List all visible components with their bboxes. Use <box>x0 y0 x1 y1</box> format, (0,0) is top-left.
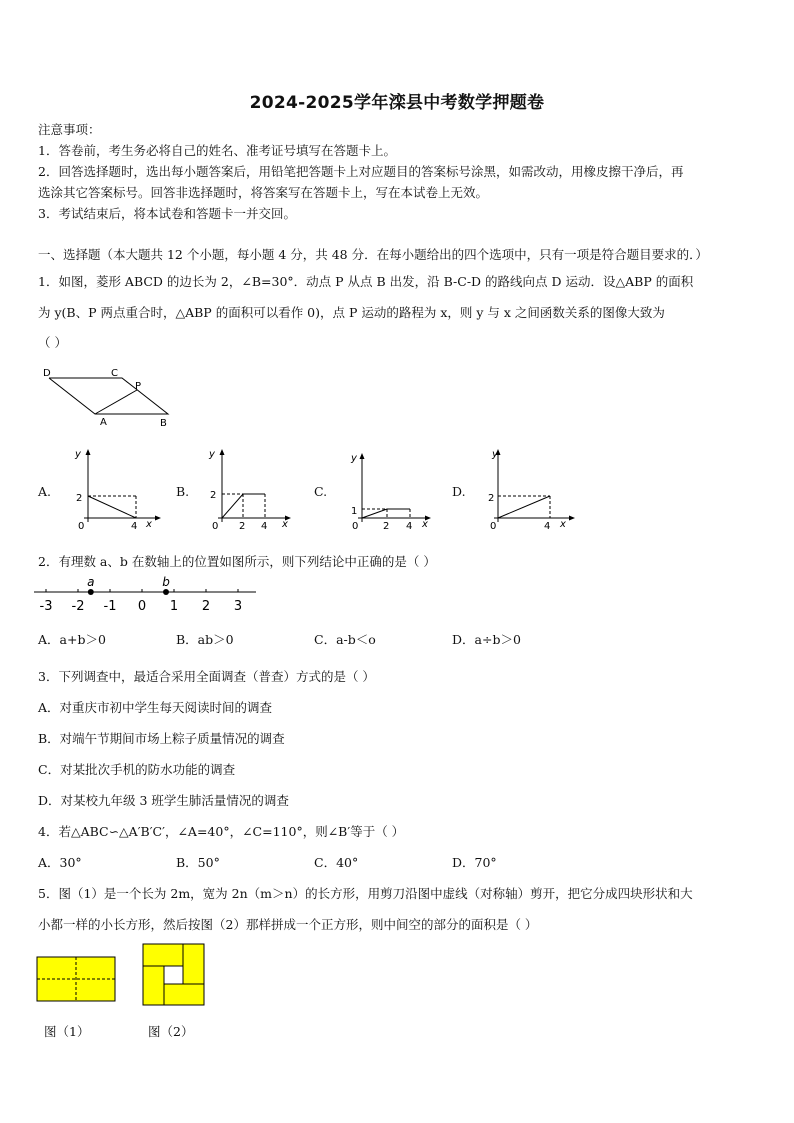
question-5-line: 小都一样的小长方形，然后按图（2）那样拼成一个正方形，则中间空的部分的面积是（ ） <box>38 917 538 932</box>
notice-item: 3．考试结束后，将本试卷和答题卡一并交回。 <box>38 206 296 221</box>
svg-text:x: x <box>282 519 288 530</box>
notice-item: 选涂其它答案标号。回答非选择题时，将答案写在答题卡上，写在本试卷上无效。 <box>38 185 489 200</box>
svg-text:x: x <box>422 519 428 530</box>
option-d-label[interactable]: D. <box>452 484 466 499</box>
figure-1-caption: 图（1） <box>44 1024 90 1039</box>
svg-text:2: 2 <box>488 493 495 504</box>
number-line-point-a <box>88 589 94 595</box>
option-b-graph[interactable] <box>200 446 300 540</box>
svg-text:0: 0 <box>352 521 359 532</box>
question-1-line: 1．如图，菱形 ABCD 的边长为 2，∠B=30°．动点 P 从点 B 出发，沿 B-C-D 的路线向点 D 运动．设△ABP 的面积 <box>38 274 694 289</box>
svg-text:y: y <box>75 449 81 460</box>
figure-2-caption: 图（2） <box>148 1024 194 1039</box>
option-c-label[interactable]: C. <box>314 484 328 499</box>
option-d[interactable]: D．a÷b＞0 <box>452 632 521 647</box>
question-1-paren: （ ） <box>38 335 67 350</box>
number-line-tick-label: 0 <box>137 599 147 614</box>
svg-text:4: 4 <box>261 521 268 532</box>
label-D: D <box>43 368 51 379</box>
number-line-tick-label: 2 <box>201 599 211 614</box>
svg-text:0: 0 <box>78 521 85 532</box>
option-b[interactable]: B．50° <box>176 855 220 870</box>
question-1-line: 为 y(B、P 两点重合时，△ABP 的面积可以看作 0)，点 P 运动的路程为 x，则 y 与 x 之间函数关系的图像大致为 <box>38 305 665 320</box>
svg-text:4: 4 <box>131 521 138 532</box>
option-a-label[interactable]: A. <box>38 484 52 499</box>
rhombus-figure <box>40 362 180 436</box>
svg-text:x: x <box>560 519 566 530</box>
option-d[interactable]: D．对某校九年级 3 班学生肺活量情况的调查 <box>38 793 289 808</box>
option-b[interactable]: B．对端午节期间市场上粽子质量情况的调查 <box>38 731 285 746</box>
notice-item: 1．答卷前，考生务必将自己的姓名、准考证号填写在答题卡上。 <box>38 143 396 158</box>
option-c-graph[interactable] <box>340 446 440 540</box>
svg-text:y: y <box>492 449 498 460</box>
option-b-label[interactable]: B. <box>176 484 190 499</box>
number-line <box>30 574 260 620</box>
option-a[interactable]: A．30° <box>38 855 82 870</box>
notice-item: 2．回答选择题时，选出每小题答案后，用铅笔把答题卡上对应题目的答案标号涂黑，如需改动，用橡皮擦干净后，再 <box>38 164 684 179</box>
figure-1-rectangle <box>36 956 118 1008</box>
svg-text:0: 0 <box>490 521 497 532</box>
svg-text:y: y <box>209 449 215 460</box>
svg-text:2: 2 <box>210 490 217 501</box>
svg-text:x: x <box>146 519 152 530</box>
number-line-tick-label: -3 <box>39 599 53 614</box>
option-b[interactable]: B．ab＞0 <box>176 632 234 647</box>
svg-text:4: 4 <box>544 521 551 532</box>
number-line-tick-label: -2 <box>71 599 85 614</box>
number-line-tick-label: 1 <box>169 599 179 614</box>
label-A: A <box>100 417 107 428</box>
svg-text:2: 2 <box>76 493 83 504</box>
number-line-point-b <box>163 589 169 595</box>
label-B: B <box>160 418 167 429</box>
number-line-tick-label: -1 <box>103 599 117 614</box>
svg-text:y: y <box>351 453 357 464</box>
section-heading: 一、选择题（本大题共 12 个小题，每小题 4 分，共 48 分．在每小题给出的四个选项中，只有一项是符合题目要求的．） <box>38 247 708 262</box>
question-5-line: 5．图（1）是一个长为 2m，宽为 2n（m＞n）的长方形，用剪刀沿图中虚线（对称轴）剪开，把它分成四块形状和大 <box>38 886 693 901</box>
option-d[interactable]: D．70° <box>452 855 497 870</box>
number-line-tick-label: 3 <box>233 599 243 614</box>
option-a[interactable]: A．a+b＞0 <box>38 632 106 647</box>
svg-text:2: 2 <box>239 521 246 532</box>
figure-2-square <box>142 943 206 1011</box>
notice-heading: 注意事项： <box>38 122 101 137</box>
option-c[interactable]: C．对某批次手机的防水功能的调查 <box>38 762 236 777</box>
svg-text:1: 1 <box>351 506 358 517</box>
number-line-point-label: b <box>162 575 170 589</box>
label-C: C <box>111 368 118 379</box>
option-d-graph[interactable] <box>476 446 580 540</box>
option-c[interactable]: C．40° <box>314 855 359 870</box>
question-2-stem: 2．有理数 a、b 在数轴上的位置如图所示，则下列结论中正确的是（ ） <box>38 554 436 569</box>
svg-text:0: 0 <box>212 521 219 532</box>
number-line-point-label: a <box>87 575 95 589</box>
svg-text:2: 2 <box>383 521 390 532</box>
page-title: 2024-2025学年滦县中考数学押题卷 <box>249 93 545 113</box>
question-3-stem: 3．下列调查中，最适合采用全面调查（普查）方式的是（ ） <box>38 669 375 684</box>
question-4-stem: 4．若△ABC∽△A′B′C′，∠A=40°，∠C=110°，则∠B′等于（ ） <box>38 824 405 839</box>
svg-text:4: 4 <box>406 521 413 532</box>
label-P: P <box>135 381 142 392</box>
option-a-graph[interactable] <box>66 446 166 540</box>
option-c[interactable]: C．a-b＜o <box>314 632 376 647</box>
option-a[interactable]: A．对重庆市初中学生每天阅读时间的调查 <box>38 700 273 715</box>
